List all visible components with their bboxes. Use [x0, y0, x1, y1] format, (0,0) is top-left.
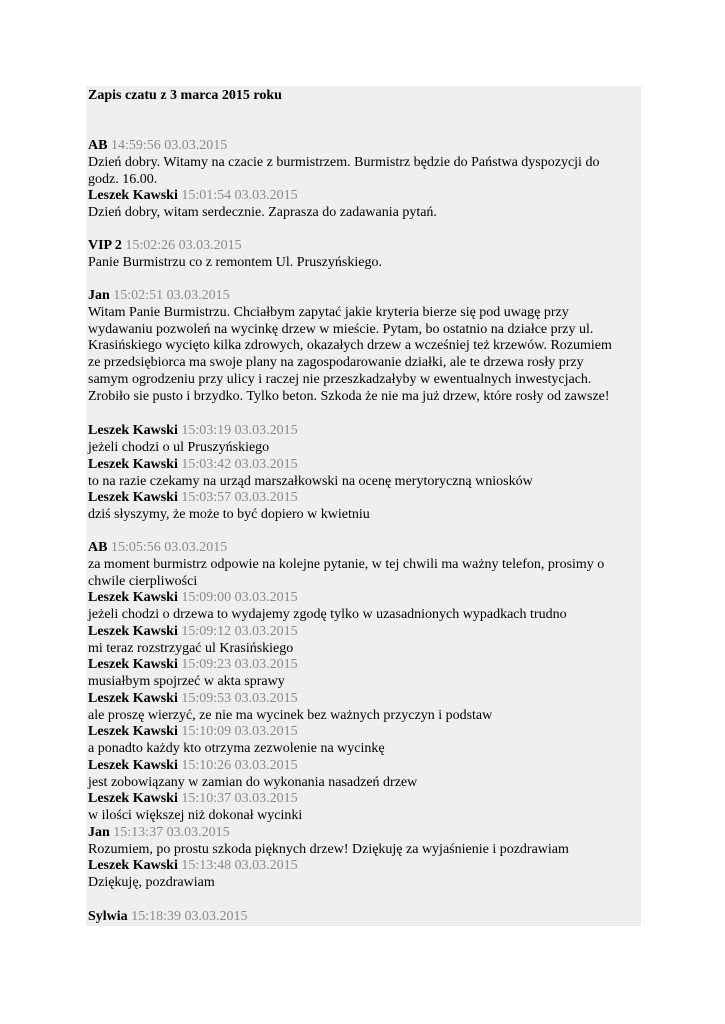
message-header [88, 539, 227, 556]
message-text: ale proszę wierzyć, ze nie ma wycinek bez ważnych przyczyn i podstaw [88, 707, 493, 723]
message-timestamp: 15:02:26 03.03.2015 [121, 238, 242, 253]
message-timestamp: 15:03:42 03.03.2015 [177, 457, 298, 472]
message-timestamp: 15:10:37 03.03.2015 [177, 791, 298, 806]
author-name: Leszek Kawski [88, 490, 178, 505]
author-name: Leszek Kawski [88, 624, 178, 639]
message-timestamp: 15:10:26 03.03.2015 [177, 758, 298, 773]
message-text: jest zobowiązany w zamian do wykonania nasadzeń drzew [88, 774, 418, 790]
message-timestamp: 15:13:37 03.03.2015 [109, 825, 230, 840]
message-header [88, 589, 298, 606]
message-timestamp: 15:03:57 03.03.2015 [177, 490, 298, 505]
message-header [88, 723, 298, 740]
message-timestamp: 15:02:51 03.03.2015 [109, 288, 230, 303]
author-name: Leszek Kawski [88, 657, 178, 672]
message-text: Dziękuję, pozdrawiam [88, 874, 215, 890]
message-text: godz. 16.00. [88, 171, 158, 187]
message-text: Krasińskiego wycięto kilka zdrowych, okazałych drzew a wcześniej też krzewów. Rozumiem [88, 338, 612, 354]
author-name: Leszek Kawski [88, 188, 178, 203]
message-timestamp: 15:01:54 03.03.2015 [177, 188, 298, 203]
message-text: chwile cierpliwości [88, 573, 198, 589]
message-text: to na razie czekamy na urząd marszałkowski na ocenę merytoryczną wniosków [88, 473, 533, 489]
message-timestamp: 15:09:00 03.03.2015 [177, 590, 298, 605]
message-timestamp: 15:05:56 03.03.2015 [107, 540, 228, 555]
message-text: jeżeli chodzi o ul Pruszyńskiego [88, 439, 270, 455]
author-name: Leszek Kawski [88, 457, 178, 472]
message-header [88, 623, 298, 640]
author-name: Sylwia [88, 909, 128, 924]
message-text: Dzień dobry, witam serdecznie. Zapraszа do zadawania pytań. [88, 204, 437, 220]
message-text: a ponadto każdy kto otrzyma zezwolenie na wycinkę [88, 740, 385, 756]
message-timestamp: 15:09:23 03.03.2015 [177, 657, 298, 672]
message-text: mi teraz rozstrzygać ul Krasińskiego [88, 640, 294, 656]
message-text: w ilości większej niż dokonał wycinki [88, 807, 303, 823]
message-text: samym ogrodzeniu przy ulicy i raczej nie przeszkadzałyby w ewentualnych inwestycjach. [88, 372, 592, 387]
message-text: ze przedsiębiorca ma swoje plany na zagospodarowanie działki, ale te drzewa rosły przy [88, 355, 584, 371]
message-text: musiałbym spojrzeć w akta sprawy [88, 673, 285, 689]
author-name: Leszek Kawski [88, 758, 178, 773]
message-header [88, 824, 230, 841]
message-timestamp: 15:09:53 03.03.2015 [177, 691, 298, 706]
message-text: dziś słyszymy, że może to być dopiero w kwietniu [88, 506, 370, 522]
author-name: Leszek Kawski [88, 691, 178, 706]
message-timestamp: 15:09:12 03.03.2015 [177, 624, 298, 639]
message-header [88, 237, 242, 254]
message-header [88, 287, 230, 304]
message-header [88, 456, 298, 473]
author-name: Leszek Kawski [88, 724, 178, 739]
message-timestamp: 15:03:19 03.03.2015 [177, 423, 298, 438]
message-header [88, 908, 247, 925]
message-text: Dzień dobry. Witamy na czacie z burmistrzem. Burmistrz będzie do Państwa dyspozycji do [88, 154, 600, 170]
author-name: Jan [88, 288, 110, 303]
author-name: AB [88, 540, 108, 555]
message-header [88, 137, 227, 154]
message-header [88, 857, 298, 874]
message-header [88, 690, 298, 707]
message-text: Zrobiło sie pusto i brzydko. Tylko beton. Szkoda że nie ma już drzew, które rosły od zawsze! [88, 388, 610, 404]
author-name: Leszek Kawski [88, 791, 178, 806]
message-timestamp: 15:13:48 03.03.2015 [177, 858, 298, 873]
author-name: Leszek Kawski [88, 423, 178, 438]
message-header [88, 489, 298, 506]
message-header [88, 656, 298, 673]
message-header [88, 757, 298, 774]
message-text: Panie Burmistrzu co z remontem Ul. Pruszyńskiego. [88, 254, 382, 270]
document-title: Zapis czatu z 3 marca 2015 roku [88, 88, 282, 103]
message-text: za moment burmistrz odpowie na kolejne pytanie, w tej chwili ma ważny telefon, prosimy o [88, 556, 605, 572]
author-name: Leszek Kawski [88, 858, 178, 873]
author-name: VIP 2 [88, 238, 122, 253]
author-name: AB [88, 138, 108, 153]
author-name: Jan [88, 825, 110, 840]
message-header [88, 422, 298, 439]
message-text: jeżeli chodzi o drzewa to wydajemy zgodę tylko w uzasadnionych wypadkach trudno [88, 606, 567, 622]
message-header [88, 790, 298, 807]
message-text: Witam Panie Burmistrzu. Chciałbym zapytać jakie kryteria bierze się pod uwagę przy [88, 304, 569, 320]
message-timestamp: 15:10:09 03.03.2015 [177, 724, 298, 739]
message-timestamp: 15:18:39 03.03.2015 [127, 909, 248, 924]
message-header [88, 187, 298, 204]
message-timestamp: 14:59:56 03.03.2015 [107, 138, 228, 153]
message-text: Rozumiem, po prostu szkoda pięknych drzew! Dziękuję za wyjaśnienie i pozdrawiam [88, 841, 569, 857]
author-name: Leszek Kawski [88, 590, 178, 605]
message-text: wydawaniu pozwoleń na wycinkę drzew w mieście. Pytam, bo ostatnio na działce przy ul. [88, 321, 594, 337]
